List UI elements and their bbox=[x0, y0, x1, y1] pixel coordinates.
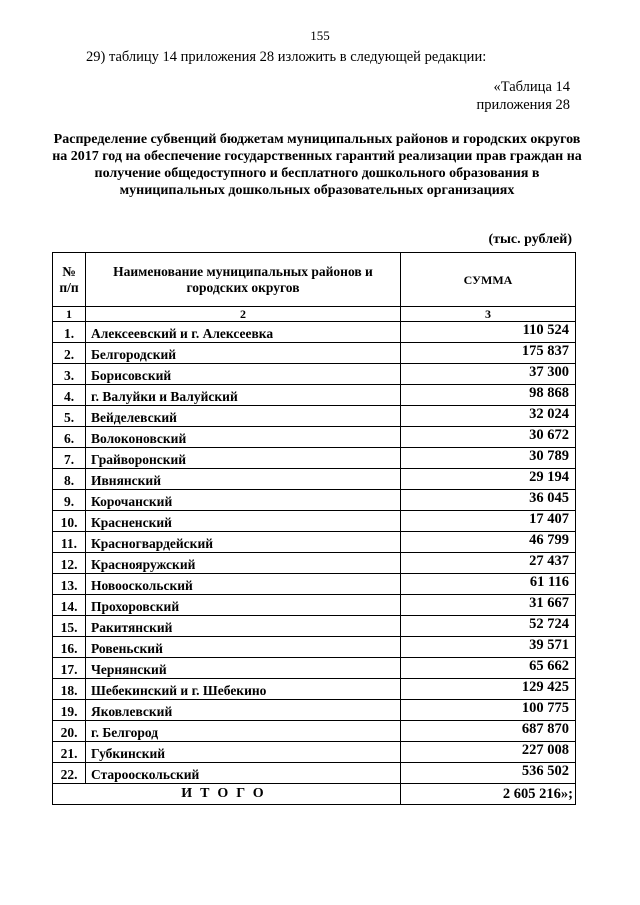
table-row bbox=[53, 385, 576, 406]
row-sum: 32 024 bbox=[401, 406, 576, 427]
column-index-row bbox=[53, 307, 576, 322]
row-name: Ровеньский bbox=[86, 637, 401, 658]
row-name: Красненский bbox=[86, 511, 401, 532]
row-sum: 100 775 bbox=[401, 700, 576, 721]
row-sum: 30 672 bbox=[401, 427, 576, 448]
column-index: 2 bbox=[86, 307, 401, 322]
row-sum: 129 425 bbox=[401, 679, 576, 700]
table-row bbox=[53, 364, 576, 385]
row-number: 7. bbox=[53, 448, 86, 469]
table-row bbox=[53, 322, 576, 343]
row-sum: 52 724 bbox=[401, 616, 576, 637]
row-sum: 36 045 bbox=[401, 490, 576, 511]
table-row bbox=[53, 511, 576, 532]
row-name: Новооскольский bbox=[86, 574, 401, 595]
row-number: 10. bbox=[53, 511, 86, 532]
row-name: Корочанский bbox=[86, 490, 401, 511]
row-name: Краснояружский bbox=[86, 553, 401, 574]
table-row bbox=[53, 637, 576, 658]
header-name: Наименование муниципальных районов и городских округов bbox=[86, 253, 401, 307]
units-label: (тыс. рублей) bbox=[488, 232, 572, 247]
table-row bbox=[53, 742, 576, 763]
table-row bbox=[53, 532, 576, 553]
row-name: Грайворонский bbox=[86, 448, 401, 469]
row-number: 6. bbox=[53, 427, 86, 448]
row-name: Ивнянский bbox=[86, 469, 401, 490]
row-name: Красногвардейский bbox=[86, 532, 401, 553]
row-number: 17. bbox=[53, 658, 86, 679]
row-name: Вейделевский bbox=[86, 406, 401, 427]
column-index: 1 bbox=[53, 307, 86, 322]
row-name: Волоконовский bbox=[86, 427, 401, 448]
row-number: 22. bbox=[53, 763, 86, 784]
row-sum: 61 116 bbox=[401, 574, 576, 595]
row-sum: 110 524 bbox=[401, 322, 576, 343]
row-number: 9. bbox=[53, 490, 86, 511]
row-number: 16. bbox=[53, 637, 86, 658]
row-number: 11. bbox=[53, 532, 86, 553]
row-name: Прохоровский bbox=[86, 595, 401, 616]
row-sum: 98 868 bbox=[401, 385, 576, 406]
row-name: Яковлевский bbox=[86, 700, 401, 721]
row-name: г. Валуйки и Валуйский bbox=[86, 385, 401, 406]
header-number: № п/п bbox=[53, 253, 86, 307]
total-row bbox=[53, 784, 576, 805]
row-number: 12. bbox=[53, 553, 86, 574]
row-sum: 65 662 bbox=[401, 658, 576, 679]
column-index: 3 bbox=[401, 307, 576, 322]
page-number: 155 bbox=[310, 28, 330, 43]
table-row bbox=[53, 490, 576, 511]
row-number: 21. bbox=[53, 742, 86, 763]
table-row bbox=[53, 469, 576, 490]
row-sum: 687 870 bbox=[401, 721, 576, 742]
table-row bbox=[53, 658, 576, 679]
header-sum: СУММА bbox=[401, 253, 576, 307]
row-number: 3. bbox=[53, 364, 86, 385]
row-number: 18. bbox=[53, 679, 86, 700]
row-name: Белгородский bbox=[86, 343, 401, 364]
table-row bbox=[53, 679, 576, 700]
row-number: 8. bbox=[53, 469, 86, 490]
row-name: Старооскольский bbox=[86, 763, 401, 784]
row-number: 2. bbox=[53, 343, 86, 364]
table-reference-line-2: приложения 28 bbox=[476, 97, 570, 113]
row-sum: 29 194 bbox=[401, 469, 576, 490]
row-number: 20. bbox=[53, 721, 86, 742]
row-sum: 31 667 bbox=[401, 595, 576, 616]
row-number: 4. bbox=[53, 385, 86, 406]
row-number: 5. bbox=[53, 406, 86, 427]
row-name: Шебекинский и г. Шебекино bbox=[86, 679, 401, 700]
table-row bbox=[53, 721, 576, 742]
row-sum: 227 008 bbox=[401, 742, 576, 763]
row-sum: 37 300 bbox=[401, 364, 576, 385]
row-number: 13. bbox=[53, 574, 86, 595]
total-sum: 2 605 216»; bbox=[401, 784, 576, 805]
row-sum: 30 789 bbox=[401, 448, 576, 469]
row-sum: 536 502 bbox=[401, 763, 576, 784]
table-row bbox=[53, 763, 576, 784]
table-row bbox=[53, 406, 576, 427]
table-reference-line-1: «Таблица 14 bbox=[493, 79, 570, 95]
table-reference bbox=[477, 78, 570, 114]
table-row bbox=[53, 616, 576, 637]
table-header-row bbox=[53, 253, 576, 307]
table-row bbox=[53, 427, 576, 448]
row-name: Алексеевский и г. Алексеевка bbox=[86, 322, 401, 343]
row-name: Борисовский bbox=[86, 364, 401, 385]
table-row bbox=[53, 553, 576, 574]
document-title: Распределение субвенций бюджетам муниципальных районов и городских округов на 2017 год на обеспечение государственных гарантий реализации прав граждан на получение общедоступного и бесплатного дошкольного образования в муниципальных дошкольных образовательных организациях bbox=[52, 132, 582, 198]
row-name: Чернянский bbox=[86, 658, 401, 679]
table-row bbox=[53, 448, 576, 469]
subsidies-table bbox=[52, 252, 576, 805]
row-name: Губкинский bbox=[86, 742, 401, 763]
row-sum: 39 571 bbox=[401, 637, 576, 658]
row-number: 14. bbox=[53, 595, 86, 616]
row-sum: 17 407 bbox=[401, 511, 576, 532]
table-row bbox=[53, 595, 576, 616]
row-number: 15. bbox=[53, 616, 86, 637]
table-row bbox=[53, 343, 576, 364]
row-name: г. Белгород bbox=[86, 721, 401, 742]
table-row bbox=[53, 700, 576, 721]
row-number: 1. bbox=[53, 322, 86, 343]
row-sum: 27 437 bbox=[401, 553, 576, 574]
row-sum: 175 837 bbox=[401, 343, 576, 364]
total-label: ИТОГО bbox=[53, 784, 401, 805]
table-row bbox=[53, 574, 576, 595]
row-name: Ракитянский bbox=[86, 616, 401, 637]
row-number: 19. bbox=[53, 700, 86, 721]
intro-paragraph: 29) таблицу 14 приложения 28 изложить в следующей редакции: bbox=[86, 49, 487, 65]
row-sum: 46 799 bbox=[401, 532, 576, 553]
